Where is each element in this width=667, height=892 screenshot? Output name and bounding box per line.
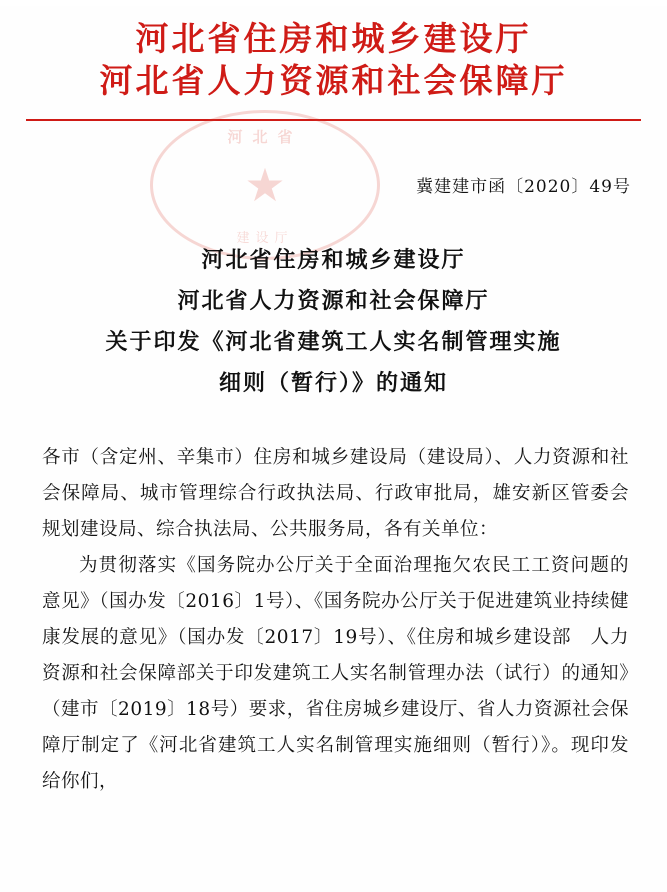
recipient-paragraph: 各市（含定州、辛集市）住房和城乡建设局（建设局）、人力资源和社会保障局、城市管理综合行政执法局、行政审批局，雄安新区管委会规划建设局、综合执法局、公共服务局，各有关单位： xyxy=(42,447,629,540)
seal-bottom-text: 建设厅 xyxy=(236,231,294,246)
document-body xyxy=(42,440,629,800)
document-number: 冀建建市函〔2020〕49号 xyxy=(416,177,631,197)
title-line-4: 细则（暂行）》的通知 xyxy=(218,370,448,396)
official-seal-icon xyxy=(150,110,380,260)
body-paragraph-1: 为贯彻落实《国务院办公厅关于全面治理拖欠农民工工资问题的意见》（国办发〔2016〕1号）、《国务院办公厅关于促进建筑业持续健康发展的意见》（国办发〔2017〕19号）、《住房和城乡建设部 人力资源和社会保障部关于印发建筑工人实名制管理办法（试行）的通知》（建市〔2019〕18号）要求，省住房城乡建设厅、省人力资源社会保障厅制定了《河北省建筑工人实名制管理实施细则（暂行）》。现印发给你们， xyxy=(42,555,629,792)
document-title xyxy=(70,240,597,404)
page-top-edge xyxy=(0,0,667,6)
masthead-line-1: 河北省住房和城乡建设厅 xyxy=(135,19,532,58)
title-line-3: 关于印发《河北省建筑工人实名制管理实施 xyxy=(105,329,562,355)
title-line-1: 河北省住房和城乡建设厅 xyxy=(201,247,466,273)
red-divider-rule xyxy=(26,119,641,121)
masthead-line-2: 河北省人力资源和社会保障厅 xyxy=(99,61,568,100)
seal-top-text: 河北省 xyxy=(227,128,303,146)
seal-star-icon: ★ xyxy=(244,158,286,212)
title-line-2: 河北省人力资源和社会保障厅 xyxy=(177,288,490,314)
document-masthead xyxy=(0,18,667,102)
seal-ring xyxy=(150,110,380,260)
